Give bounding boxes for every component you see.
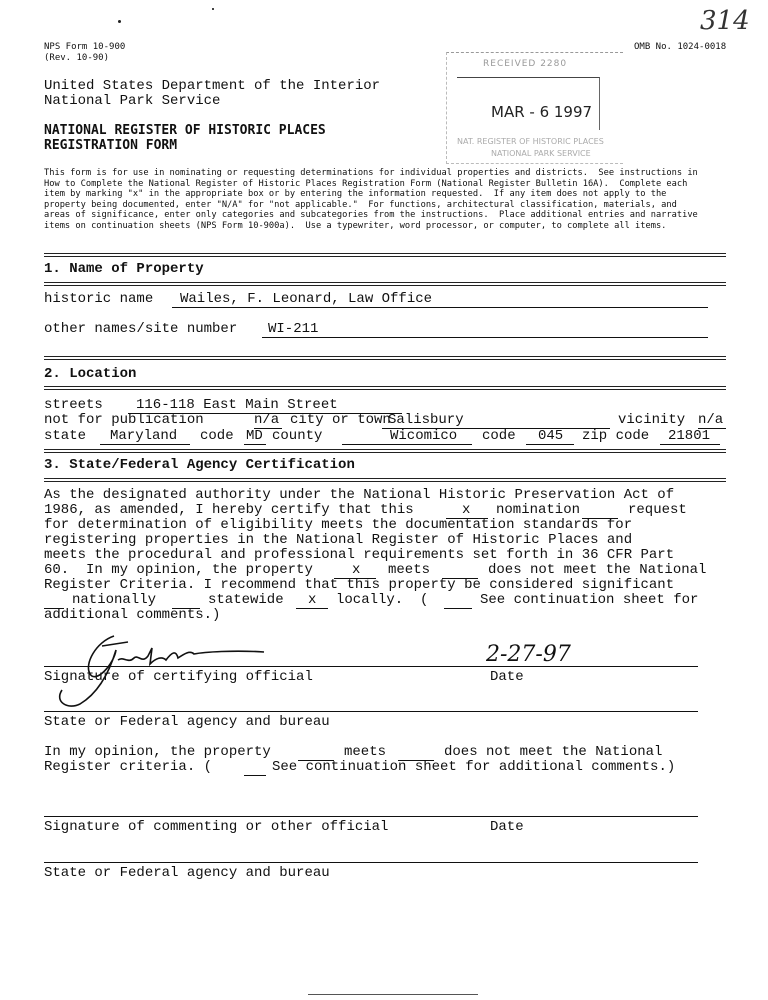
zip-line xyxy=(660,444,720,445)
stamp-line-1: NAT. REGISTER OF HISTORIC PLACES xyxy=(457,137,604,146)
instruction-line: How to Complete the National Register of Historic Places Registration Form (National Register Bulletin 16A). Complete each xyxy=(44,178,688,189)
other-names-label: other names/site number xyxy=(44,321,238,337)
cert-word: request xyxy=(628,502,687,518)
opinion-text-2: Register criteria. ( xyxy=(44,759,213,775)
locally-mark[interactable]: x xyxy=(308,592,317,608)
divider xyxy=(44,253,726,257)
cert-line: for determination of eligibility meets the documentation standards for xyxy=(44,517,633,533)
opinion-text-3: See continuation sheet for additional comments.) xyxy=(272,759,676,775)
page-mark: 314 xyxy=(700,6,750,36)
opinion-meets: meets xyxy=(344,744,387,760)
cert-line: Register Criteria. I recommend that this property be considered significant xyxy=(44,577,675,593)
form-id: NPS Form 10-900 xyxy=(44,42,126,52)
instruction-line: property being documented, enter "N/A" for "not applicable." For functions, architectural classification, materials, and xyxy=(44,199,677,210)
opinion-not-meet: does not meet the National xyxy=(444,744,663,760)
state-code-value[interactable]: MD xyxy=(246,428,263,444)
county-line xyxy=(342,444,472,445)
zip-label: zip code xyxy=(582,428,650,444)
divider xyxy=(44,356,726,360)
cert-line: 60. In my opinion, the property xyxy=(44,562,313,578)
city-label: city or town xyxy=(290,412,391,428)
cert-line: registering properties in the National Register of Historic Places and xyxy=(44,532,633,548)
city-value[interactable]: Salisbury xyxy=(388,412,464,428)
vicinity-label: vicinity xyxy=(618,412,686,428)
received-stamp xyxy=(446,52,623,164)
stamp-received: RECEIVED 2280 xyxy=(483,59,568,69)
state-code-line xyxy=(244,444,266,445)
divider xyxy=(44,449,726,453)
historic-name-value[interactable]: Wailes, F. Leonard, Law Office xyxy=(180,291,433,307)
cert-word: does not meet the National xyxy=(488,562,707,578)
instructions xyxy=(44,168,734,231)
instruction-line: areas of significance, enter only categories and subcategories from the instructions. Place additional entries and narrative xyxy=(44,210,698,220)
county-label: county xyxy=(272,428,323,444)
state-label: state xyxy=(44,428,87,444)
locally-blank xyxy=(296,608,328,609)
divider xyxy=(44,478,726,482)
scan-mark xyxy=(212,8,214,10)
state-value[interactable]: Maryland xyxy=(110,428,178,444)
opinion-text: In my opinion, the property xyxy=(44,744,271,760)
cert-word: nomination xyxy=(496,502,581,518)
vicinity-value[interactable]: n/a xyxy=(698,412,724,428)
comment-signature-label: Signature of commenting or other official xyxy=(44,819,389,835)
section-3-heading: 3. State/Federal Agency Certification xyxy=(44,457,355,473)
date-label: Date xyxy=(490,669,524,685)
divider xyxy=(44,386,726,390)
scan-bottom-line xyxy=(308,994,478,995)
service: National Park Service xyxy=(44,93,221,109)
cert-line: 1986, as amended, I hereby certify that this xyxy=(44,502,414,518)
continuation-blank[interactable] xyxy=(444,608,472,609)
omb-number: OMB No. 1024-0018 xyxy=(634,42,727,52)
section-2-heading: 2. Location xyxy=(44,366,137,382)
cert-word: nationally xyxy=(72,592,157,608)
nfp-label: not for publication xyxy=(44,412,204,428)
cert-word: See continuation sheet for xyxy=(480,592,699,608)
cert-word: statewide xyxy=(208,592,284,608)
comment-date-label: Date xyxy=(490,819,524,835)
county-code-line xyxy=(526,444,574,445)
agency2-label: State or Federal agency and bureau xyxy=(44,865,330,881)
historic-name-line xyxy=(172,307,708,308)
meets-mark[interactable]: x xyxy=(352,562,361,578)
streets-value[interactable]: 116-118 East Main Street xyxy=(136,397,338,413)
historic-name-label: historic name xyxy=(44,291,154,307)
form-revision: (Rev. 10-90) xyxy=(44,53,110,63)
comment-signature-line xyxy=(44,816,698,817)
other-names-value[interactable]: WI-211 xyxy=(268,321,319,337)
section-1-heading: 1. Name of Property xyxy=(44,261,204,277)
opinion-continuation-blank[interactable] xyxy=(244,775,266,776)
stamp-date: MAR - 6 1997 xyxy=(491,103,593,121)
agency-label: State or Federal agency and bureau xyxy=(44,714,330,730)
county-code-label: code xyxy=(482,428,516,444)
signature-label: Signature of certifying official xyxy=(44,669,313,685)
cert-line: meets the procedural and professional requirements set forth in 36 CFR Part xyxy=(44,547,675,563)
cert-word: locally. ( xyxy=(336,592,429,608)
signature-line xyxy=(44,666,698,667)
instruction-line: item by marking "x" in the appropriate box or by entering the information requested. If any item does not apply to the xyxy=(44,189,667,199)
date-value[interactable]: 2-27-97 xyxy=(486,642,571,667)
nomination-mark[interactable]: x xyxy=(462,502,471,518)
department: United States Department of the Interior xyxy=(44,78,381,94)
streets-label: streets xyxy=(44,397,103,413)
instruction-line: items on continuation sheets (NPS Form 10-900a). Use a typewriter, word processor, or computer, to complete all items. xyxy=(44,220,667,231)
agency2-line xyxy=(44,862,698,863)
cert-word: meets xyxy=(388,562,431,578)
agency-line xyxy=(44,711,698,712)
nfp-value[interactable]: n/a xyxy=(254,412,280,428)
other-names-line xyxy=(262,337,708,338)
state-line xyxy=(100,444,190,445)
form-title-1: NATIONAL REGISTER OF HISTORIC PLACES xyxy=(44,123,326,138)
cert-line: As the designated authority under the National Historic Preservation Act of xyxy=(44,487,675,503)
county-value[interactable]: Wicomico xyxy=(390,428,458,444)
county-code-value[interactable]: 045 xyxy=(538,428,564,444)
scan-mark xyxy=(118,20,121,23)
instruction-line: This form is for use in nominating or requesting determinations for individual properties and districts. See instructions in xyxy=(44,168,698,178)
divider xyxy=(44,282,726,286)
form-title-2: REGISTRATION FORM xyxy=(44,138,178,153)
stamp-line-2: NATIONAL PARK SERVICE xyxy=(491,149,591,158)
cert-line: additional comments.) xyxy=(44,607,221,623)
state-code-label: code xyxy=(200,428,234,444)
zip-value[interactable]: 21801 xyxy=(668,428,711,444)
